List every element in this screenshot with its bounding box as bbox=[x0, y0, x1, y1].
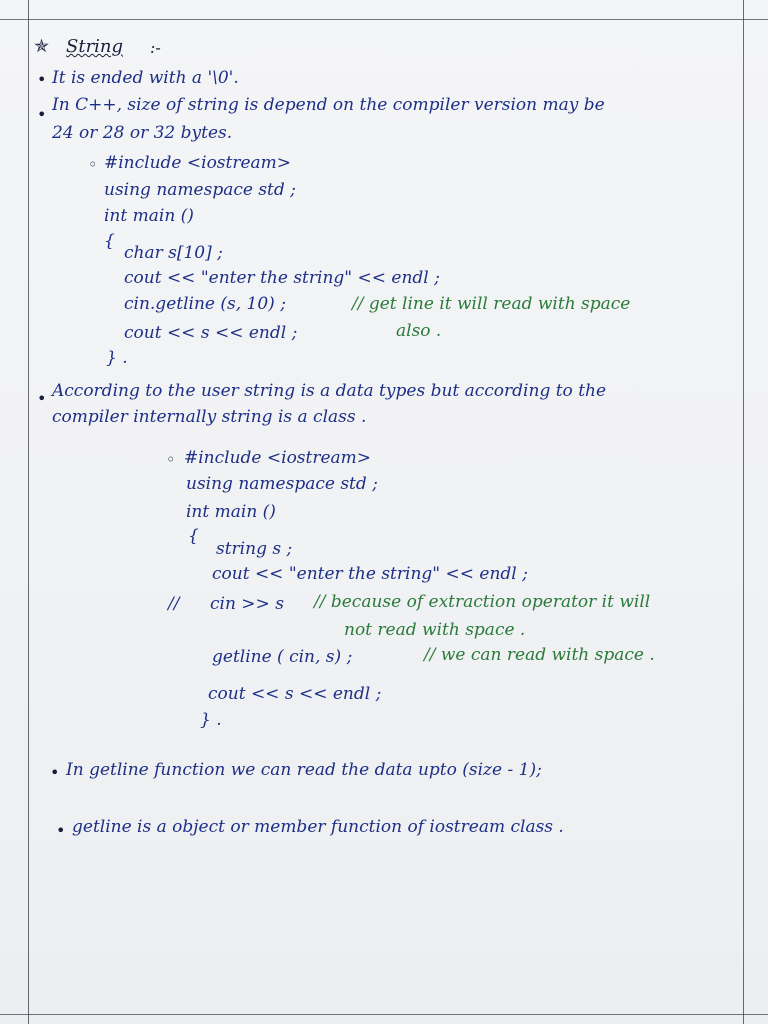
code1-line-7: cin.getline (s, 10) ; bbox=[124, 294, 286, 314]
bullet-4: • bbox=[50, 763, 60, 782]
code1-line-3: int main () bbox=[104, 206, 194, 226]
code1-line-9: } . bbox=[106, 348, 128, 368]
code2-line-4: { bbox=[188, 526, 199, 546]
code2-line-7: cin >> s bbox=[210, 594, 284, 614]
code2-line-2: using namespace std ; bbox=[186, 474, 378, 494]
bottom-rule bbox=[0, 1014, 768, 1015]
code2-comment-2: not read with space . bbox=[344, 620, 526, 640]
code2-line-8: getline ( cin, s) ; bbox=[212, 647, 353, 667]
code1-line-1: #include <iostream> bbox=[104, 153, 292, 173]
code1-line-6: cout << "enter the string" << endl ; bbox=[124, 268, 440, 288]
point-2-line-2: 24 or 28 or 32 bytes. bbox=[52, 123, 233, 143]
code1-comment-2: also . bbox=[396, 321, 442, 341]
left-margin-line bbox=[28, 0, 29, 1024]
sub-bullet-1: ◦ bbox=[88, 155, 98, 174]
code1-comment-1: // get line it will read with space bbox=[352, 294, 631, 314]
sub-bullet-2: ◦ bbox=[166, 450, 176, 469]
code1-line-2: using namespace std ; bbox=[104, 180, 296, 200]
top-rule bbox=[0, 19, 768, 20]
code2-commented-prefix: // bbox=[168, 594, 180, 614]
code2-line-5: string s ; bbox=[216, 539, 293, 559]
star-icon: ✯ bbox=[34, 36, 50, 57]
bullet-1: • bbox=[37, 70, 47, 89]
code2-line-10: } . bbox=[200, 710, 222, 730]
page-title: String bbox=[66, 36, 124, 57]
code1-line-5: char s[10] ; bbox=[124, 243, 223, 263]
bullet-3: • bbox=[37, 389, 47, 408]
bullet-5: • bbox=[56, 821, 66, 840]
bullet-2: • bbox=[37, 105, 47, 124]
point-3-line-2: compiler internally string is a class . bbox=[52, 407, 367, 427]
point-2-line-1: In C++, size of string is depend on the compiler version may be bbox=[52, 95, 605, 115]
code2-line-9: cout << s << endl ; bbox=[208, 684, 382, 704]
point-1-text: It is ended with a '\0'. bbox=[52, 68, 239, 88]
code2-line-6: cout << "enter the string" << endl ; bbox=[212, 564, 528, 584]
point-4-text: In getline function we can read the data upto (size - 1); bbox=[66, 760, 542, 780]
code2-comment-1: // because of extraction operator it will bbox=[314, 592, 651, 612]
point-3-line-1: According to the user string is a data types but according to the bbox=[52, 381, 607, 401]
title-suffix: :- bbox=[150, 38, 161, 57]
right-margin-line bbox=[743, 0, 744, 1024]
code1-line-8: cout << s << endl ; bbox=[124, 323, 298, 343]
point-5-text: getline is a object or member function of iostream class . bbox=[72, 817, 564, 837]
code2-comment-3: // we can read with space . bbox=[424, 645, 655, 665]
code2-line-1: #include <iostream> bbox=[184, 448, 372, 468]
code1-line-4: { bbox=[104, 231, 115, 251]
code2-line-3: int main () bbox=[186, 502, 276, 522]
